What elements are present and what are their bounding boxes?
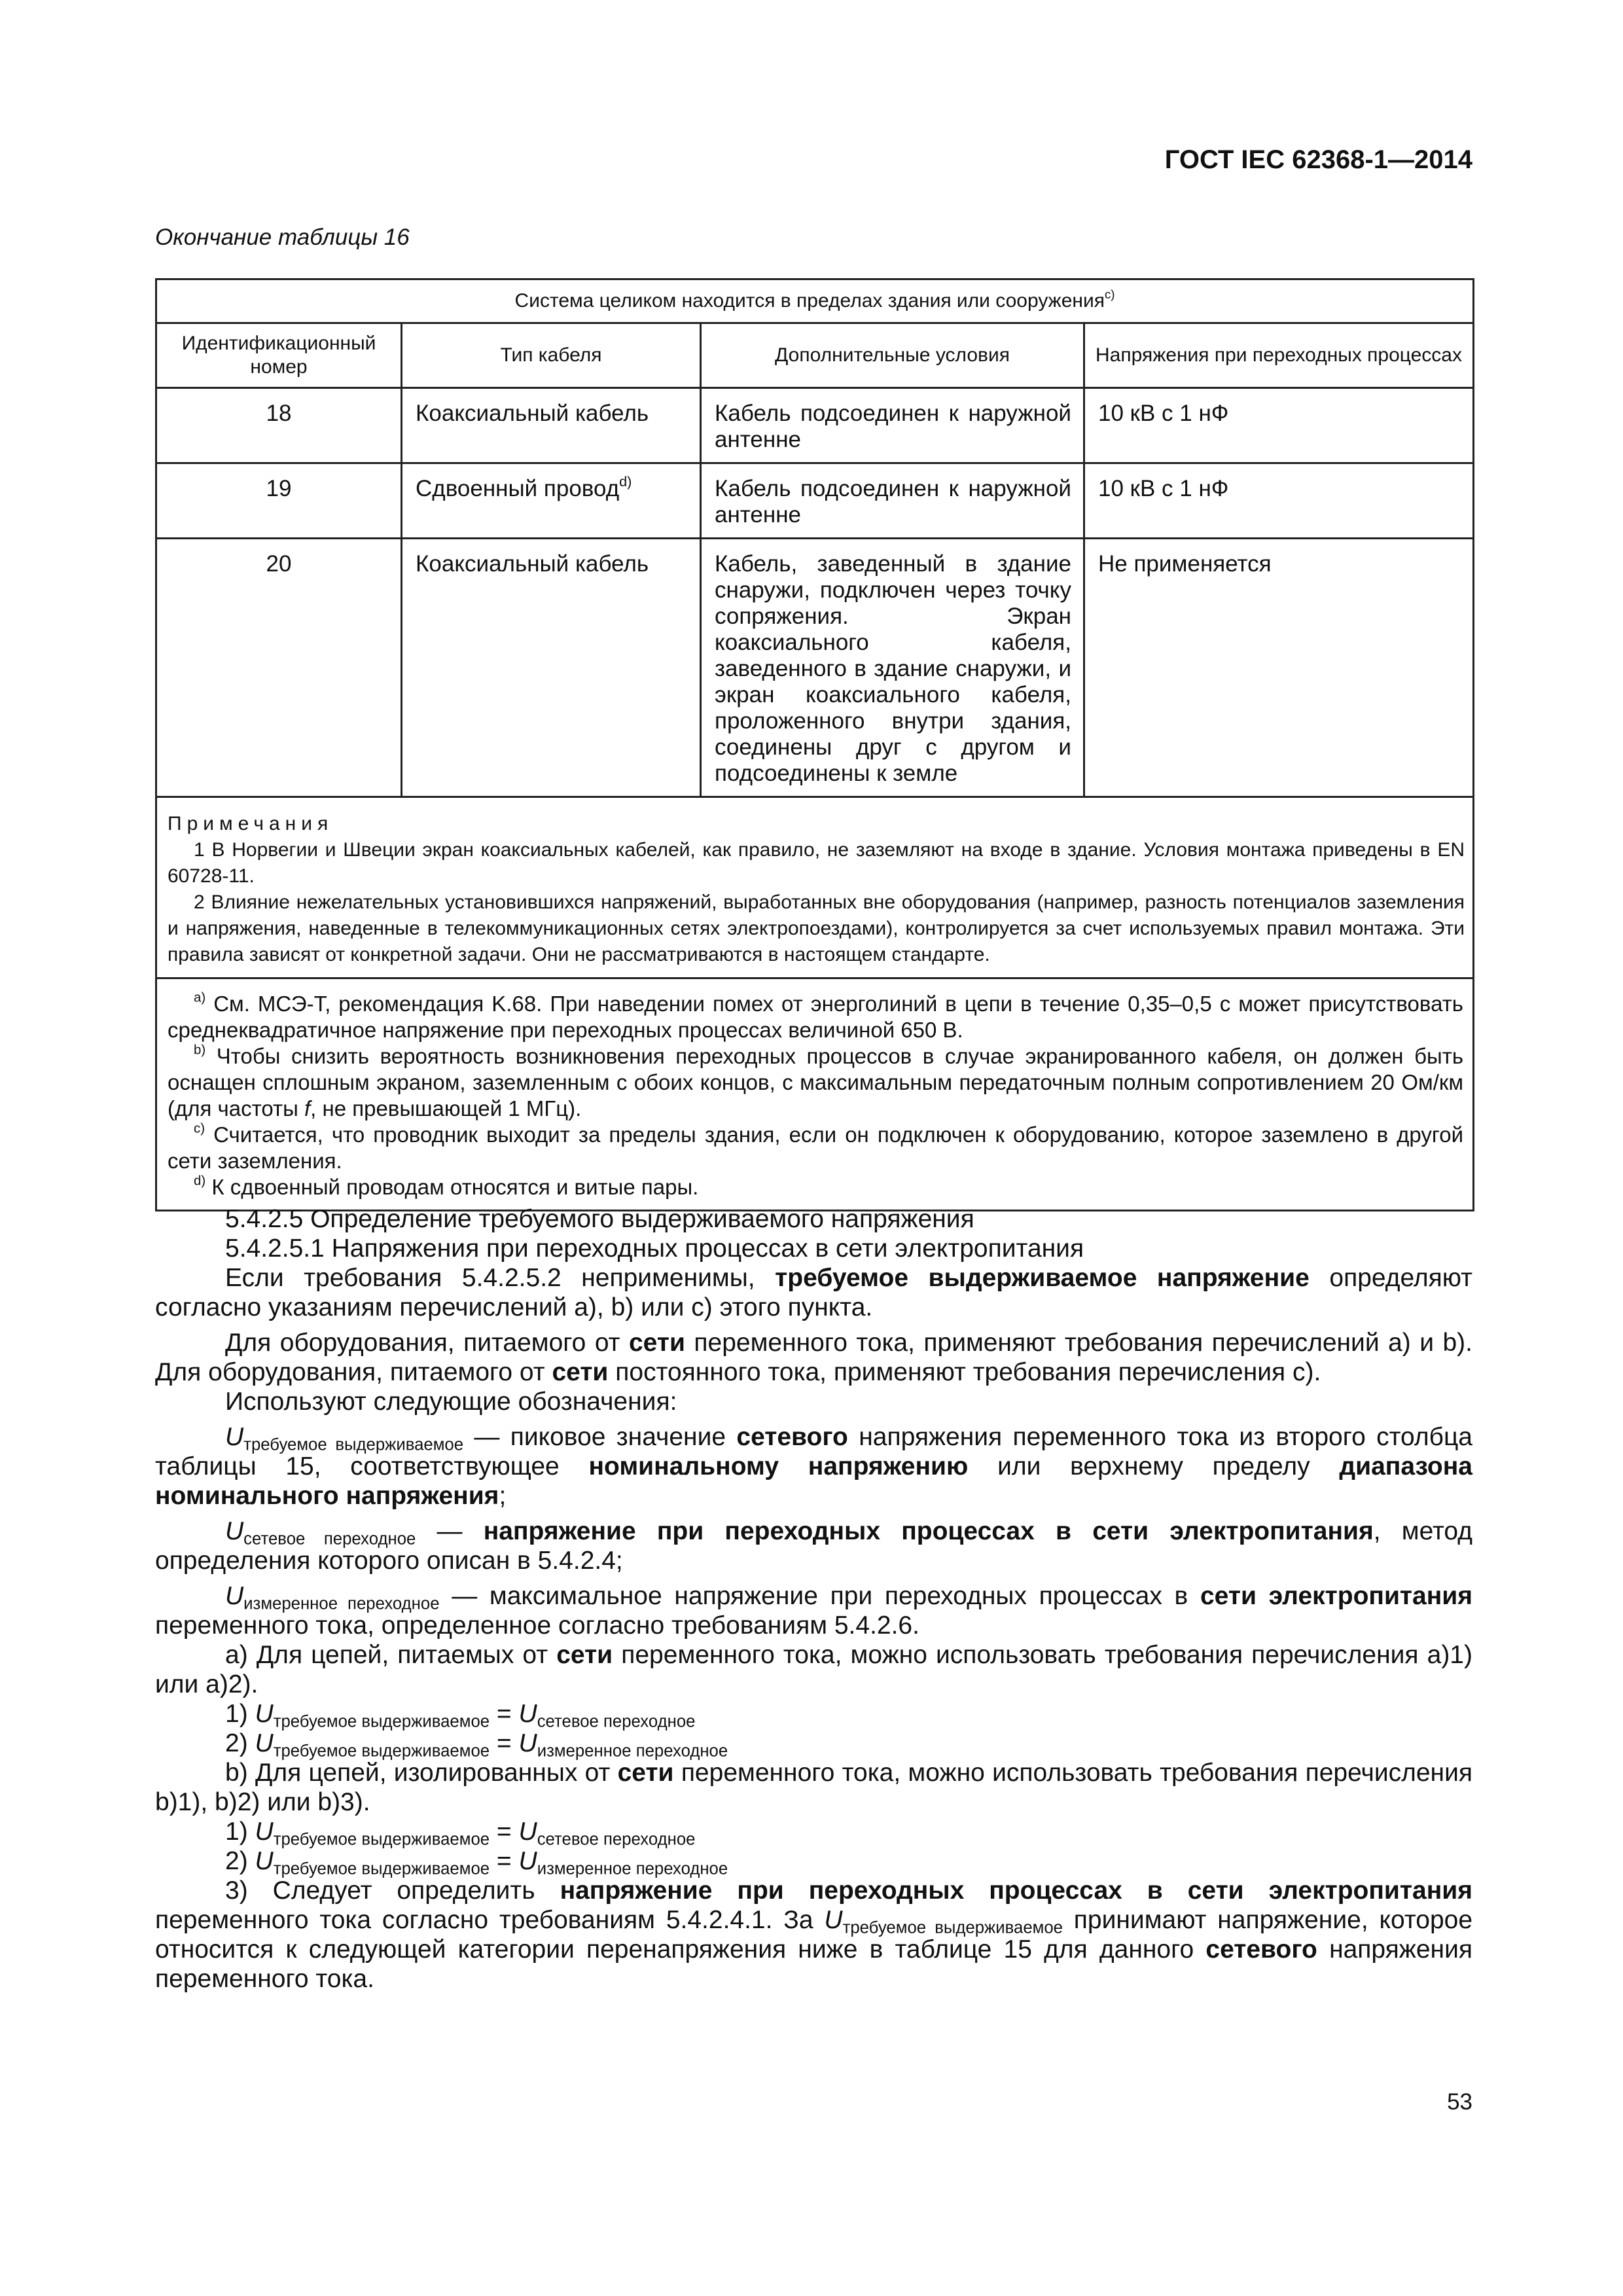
formula-a2: 2) $U_{требуемое выдерживаемое} = U_{измеренное переходное}$: [225, 1729, 728, 1761]
body-text: [155, 1204, 1472, 1994]
note-1: 1 В Норвегии и Швеции экран коаксиальных кабелей, как правило, не заземляют на входе в здание. Условия монтажа приведены в EN 60728-11.: [168, 839, 1465, 887]
definition-u-measured: $U_{измеренное переходное}$ — максимальное напряжение при переходных процессах в сети электропитания переменного тока, определенное согласно требованиям 5.4.2.6.: [155, 1582, 1473, 1640]
definition-u-required: $U_{требуемое выдерживаемое}$ — пиковое значение сетевого напряжения переменного тока из второго столбца таблицы 15, соответствующее номинальному напряжению или верхнему пределу диапазона номинального напряжения;: [155, 1423, 1472, 1510]
row-conditions: Кабель подсоединен к наружной антенне: [701, 463, 1084, 539]
row-id: 18: [156, 388, 402, 463]
row-voltage: 10 кВ с 1 нФ: [1084, 388, 1474, 463]
col-header-voltage: Напряжения при переходных процессах: [1084, 323, 1474, 388]
table-row: [156, 388, 1474, 463]
footnote-c: $^{c)}$ Считается, что проводник выходит за пределы здания, если он подключен к оборудованию, которое заземлено в другой сети заземления.: [168, 1121, 1464, 1173]
definition-u-mains: $U_{сетевое переходное}$ — напряжение при переходных процессах в сети электропитания, метод определения которого описан в 5.4.2.4;: [155, 1517, 1472, 1575]
table-notes: [156, 797, 1474, 978]
row-cable: Сдвоенный провод$^{d)}$: [402, 463, 701, 539]
item-b: b) Для цепей, изолированных от сети переменного тока, можно использовать требования перечисления b)1), b)2) или b)3).: [155, 1759, 1472, 1816]
row-cable: Коаксиальный кабель: [402, 388, 701, 463]
item-a: a) Для цепей, питаемых от сети переменного тока, можно использовать требования перечисления a)1) или a)2).: [155, 1641, 1472, 1698]
section-heading: 5.4.2.5 Определение требуемого выдерживаемого напряжения: [225, 1205, 974, 1233]
row-conditions: Кабель, заведенный в здание снаружи, подключен через точку сопряжения. Экран коаксиального кабеля, заведенного в здание снаружи, и экран коаксиального кабеля, проложенного внутри здания, соединены друг с другом и подсоединены к земле: [701, 539, 1084, 797]
paragraph: Если требования 5.4.2.5.2 неприменимы, требуемое выдерживаемое напряжение определяют согласно указаниям перечислений a), b) или c) этого пункта.: [155, 1264, 1472, 1321]
row-id: 19: [156, 463, 402, 539]
subsection-heading: 5.4.2.5.1 Напряжения при переходных процессах в сети электропитания: [225, 1234, 1084, 1263]
formula-b2: 2) $U_{требуемое выдерживаемое} = U_{измеренное переходное}$: [225, 1847, 728, 1878]
row-cable: Коаксиальный кабель: [402, 539, 701, 797]
col-header-id: Идентификационный номер: [156, 323, 402, 388]
formula-b1: 1) $U_{требуемое выдерживаемое} = U_{сетевое переходное}$: [225, 1818, 696, 1849]
paragraph: Для оборудования, питаемого от сети переменного тока, применяют требования перечислений a) и b). Для оборудования, питаемого от сети постоянного тока, применяют требования перечисления c).: [155, 1329, 1472, 1386]
row-voltage: 10 кВ с 1 нФ: [1084, 463, 1474, 539]
col-header-conditions: Дополнительные условия: [701, 323, 1084, 388]
table-row: [156, 539, 1474, 797]
footnote-d: $^{d)}$ К сдвоенный проводам относятся и витые пары.: [194, 1173, 699, 1199]
col-header-cable: Тип кабеля: [402, 323, 701, 388]
formula-a1: 1) $U_{требуемое выдерживаемое} = U_{сетевое переходное}$: [225, 1700, 696, 1731]
page-number: 53: [1447, 2089, 1472, 2115]
footnote-b: $^{b)}$ Чтобы снизить вероятность возникновения переходных процессов в случае экранированного кабеля, он должен быть оснащен сплошным экраном, заземленным с обоих концов, с максимальным передаточным полным сопротивлением 20 Ом/км (для частоты f, не превышающей 1 МГц).: [168, 1042, 1464, 1121]
paragraph: Используют следующие обозначения:: [225, 1388, 677, 1416]
table-caption: Окончание таблицы 16: [155, 224, 410, 250]
table-16: [155, 278, 1474, 1211]
note-2: 2 Влияние нежелательных установившихся напряжений, выработанных вне оборудования (например, разность потенциалов заземления и напряжения, наведенные в телекоммуникационных сетях электропоездами), контролируется за счет используемых правил монтажа. Эти правила зависят от конкретной задачи. Они не рассматриваются в настоящем стандарте.: [168, 891, 1465, 965]
document-header: ГОСТ IEC 62368-1—2014: [1164, 145, 1472, 174]
table-footnotes: [156, 978, 1474, 1211]
table-row: [156, 463, 1474, 539]
row-id: 20: [156, 539, 402, 797]
row-conditions: Кабель подсоединен к наружной антенне: [701, 388, 1084, 463]
item-b3: 3) Следует определить напряжение при переходных процессах в сети электропитания переменного тока согласно требованиям 5.4.2.4.1. За $U_{требуемое выдерживаемое}$ принимают напряжение, которое относится к следующей категории перенапряжения ниже в таблице 15 для данного сетевого напряжения переменного тока.: [155, 1876, 1473, 1993]
footnote-a: $^{a)}$ См. МСЭ-Т, рекомендация K.68. При наведении помех от энерголиний в цепи в течение 0,35–0,5 с может присутствовать среднеквадратичное напряжение при переходных процессах величиной 650 В.: [168, 990, 1464, 1042]
row-voltage: Не применяется: [1084, 539, 1474, 797]
table-scope-title: Система целиком находится в пределах здания или сооружения$^{c)}$: [156, 279, 1474, 323]
notes-title: Примечания: [168, 813, 334, 834]
